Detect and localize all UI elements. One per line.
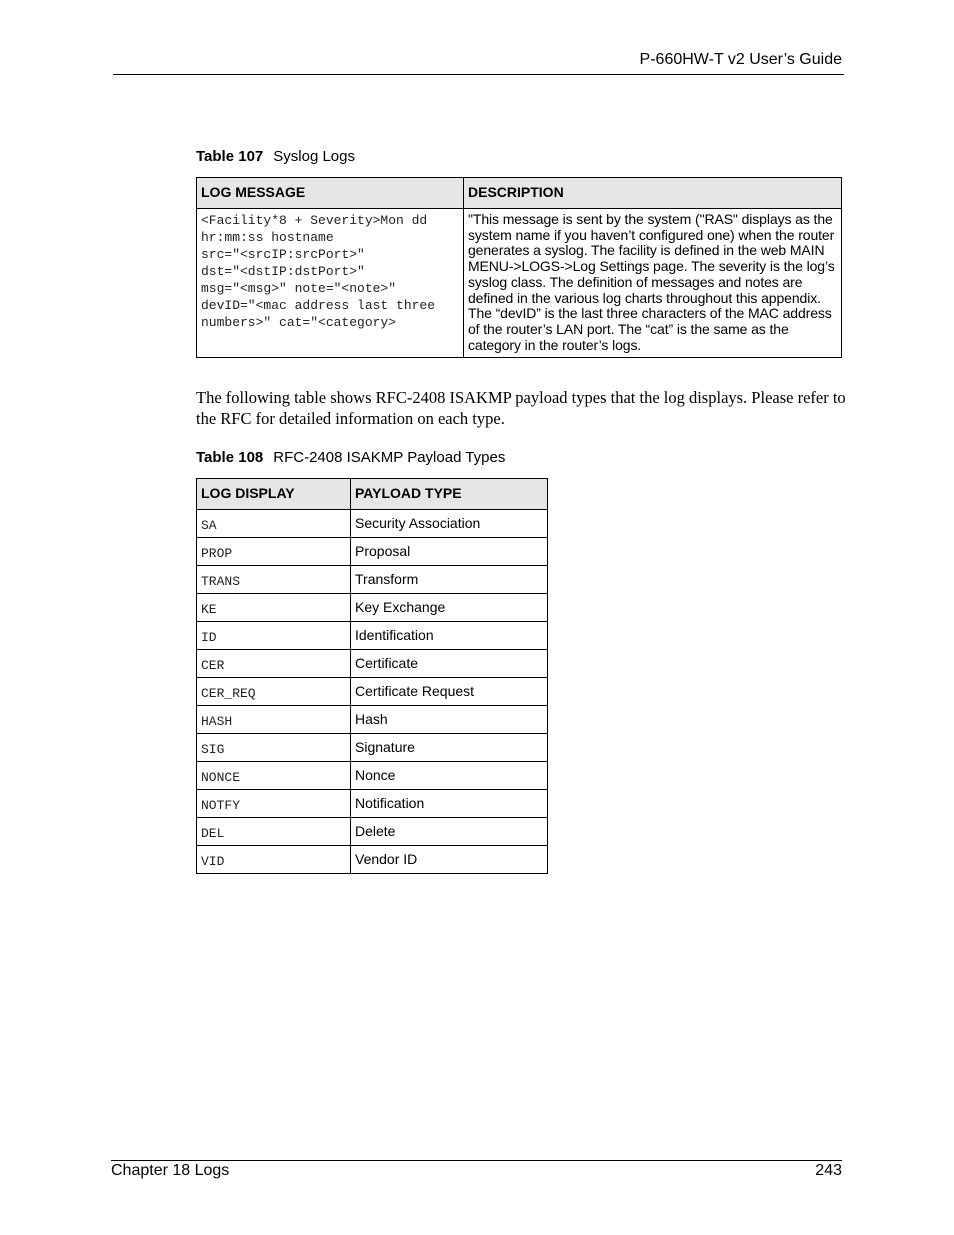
payload-type-cell: Notification bbox=[351, 790, 548, 818]
payload-type-cell: Transform bbox=[351, 566, 548, 594]
log-display-cell: TRANS bbox=[197, 566, 351, 594]
payload-type-cell: Signature bbox=[351, 734, 548, 762]
column-header-payload-type: PAYLOAD TYPE bbox=[351, 479, 548, 510]
table-107-caption bbox=[196, 148, 355, 165]
log-message-line: numbers>" cat="<category> bbox=[201, 315, 397, 330]
isakmp-payload-types-table bbox=[196, 478, 548, 874]
log-display-cell: PROP bbox=[197, 538, 351, 566]
log-display-cell: CER bbox=[197, 650, 351, 678]
payload-type-cell: Certificate Request bbox=[351, 678, 548, 706]
log-message-line: src="<srcIP:srcPort>" bbox=[201, 247, 365, 262]
log-message-line: dst="<dstIP:dstPort>" bbox=[201, 264, 365, 279]
log-display-cell: NONCE bbox=[197, 762, 351, 790]
payload-type-cell: Hash bbox=[351, 706, 548, 734]
table-108-label: Table 108 bbox=[196, 449, 264, 466]
log-display-cell: DEL bbox=[197, 818, 351, 846]
table-row bbox=[197, 678, 548, 706]
log-display-cell: NOTFY bbox=[197, 790, 351, 818]
table-row bbox=[197, 790, 548, 818]
log-message-line: <Facility*8 + Severity>Mon dd bbox=[201, 213, 428, 228]
log-message-line: hr:mm:ss hostname bbox=[201, 230, 334, 245]
payload-type-cell: Certificate bbox=[351, 650, 548, 678]
table-header-row bbox=[197, 178, 842, 209]
description-cell: "This message is sent by the system ("RAS" displays as the system name if you haven’t configured one) when the router generates a syslog. The facility is defined in the web MAIN MENU->LOGS->Log Settings page. The severity is the log’s syslog class. The definition of messages and notes are defined in the various log charts throughout this appendix. The “devID” is the last three characters of the MAC address of the router’s LAN port. The “cat” is the same as the category in the router’s logs. bbox=[464, 209, 842, 358]
table-row bbox=[197, 622, 548, 650]
log-message-cell bbox=[197, 209, 464, 358]
table-row bbox=[197, 734, 548, 762]
footer-rule bbox=[111, 1160, 842, 1161]
running-header: P-660HW-T v2 User’s Guide bbox=[639, 51, 842, 68]
header-rule bbox=[113, 74, 844, 75]
log-display-cell: KE bbox=[197, 594, 351, 622]
table-row bbox=[197, 650, 548, 678]
table-row bbox=[197, 762, 548, 790]
column-header-log-message: LOG MESSAGE bbox=[197, 178, 464, 209]
log-message-line: msg="<msg>" note="<note>" bbox=[201, 281, 397, 296]
payload-type-cell: Delete bbox=[351, 818, 548, 846]
table-108-caption bbox=[196, 449, 505, 466]
log-display-cell: ID bbox=[197, 622, 351, 650]
table-107-title: Syslog Logs bbox=[273, 148, 355, 165]
table-row bbox=[197, 209, 842, 358]
table-row bbox=[197, 538, 548, 566]
log-display-cell: CER_REQ bbox=[197, 678, 351, 706]
table-107-label: Table 107 bbox=[196, 148, 264, 165]
log-message-line: devID="<mac address last three bbox=[201, 298, 436, 313]
payload-type-cell: Nonce bbox=[351, 762, 548, 790]
payload-type-cell: Proposal bbox=[351, 538, 548, 566]
table-108-title: RFC-2408 ISAKMP Payload Types bbox=[273, 449, 506, 466]
payload-type-cell: Vendor ID bbox=[351, 846, 548, 874]
table-row bbox=[197, 846, 548, 874]
page-number: 243 bbox=[815, 1162, 842, 1179]
syslog-logs-table bbox=[196, 177, 842, 358]
column-header-log-display: LOG DISPLAY bbox=[197, 479, 351, 510]
footer-chapter: Chapter 18 Logs bbox=[111, 1162, 230, 1179]
table-row bbox=[197, 510, 548, 538]
column-header-description: DESCRIPTION bbox=[464, 178, 842, 209]
table-row bbox=[197, 706, 548, 734]
table-row bbox=[197, 594, 548, 622]
log-display-cell: HASH bbox=[197, 706, 351, 734]
payload-type-cell: Identification bbox=[351, 622, 548, 650]
table-row bbox=[197, 566, 548, 594]
body-paragraph: The following table shows RFC-2408 ISAKMP payload types that the log displays. Please refer to the RFC for detailed information on each type. bbox=[196, 388, 846, 428]
table-header-row bbox=[197, 479, 548, 510]
log-display-cell: VID bbox=[197, 846, 351, 874]
payload-type-cell: Security Association bbox=[351, 510, 548, 538]
table-row bbox=[197, 818, 548, 846]
log-display-cell: SIG bbox=[197, 734, 351, 762]
log-display-cell: SA bbox=[197, 510, 351, 538]
payload-type-cell: Key Exchange bbox=[351, 594, 548, 622]
